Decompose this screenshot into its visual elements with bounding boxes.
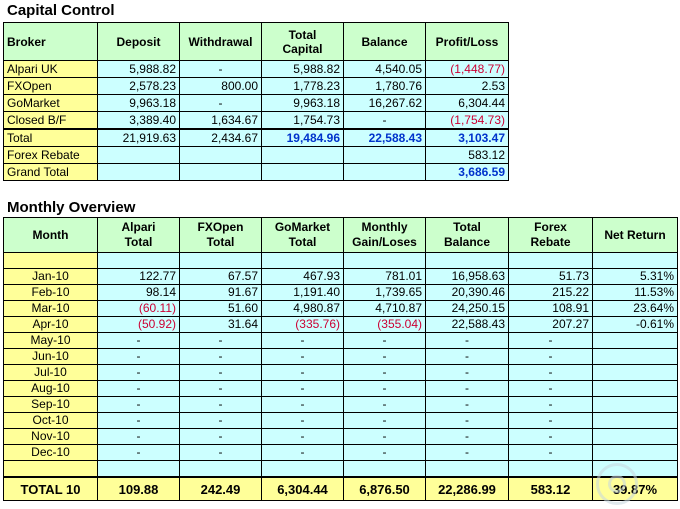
month-cell: May-10 [4,333,98,349]
header-balance: Balance [344,23,426,61]
net-return-cell: 23.64% [593,301,678,317]
total-balance-cell: - [426,381,509,397]
empty-cell [262,164,344,181]
fxopen-cell: - [180,381,262,397]
table-row [4,112,509,130]
month-cell: Apr-10 [4,317,98,333]
forex-rebate-cell: - [509,429,593,445]
alpari-cell: - [98,365,180,381]
table-row [4,429,678,445]
empty-cell [509,253,593,269]
month-cell: Jun-10 [4,349,98,365]
table-row [4,301,678,317]
monthly-header-row [4,218,678,253]
profit-loss-cell: 2.53 [426,78,509,95]
empty-cell [4,253,98,269]
header-profit-loss: Profit/Loss [426,23,509,61]
monthly-total-row [4,477,678,501]
profit-loss-cell: 6,304.44 [426,95,509,112]
total-balance-cell: 16,958.63 [426,269,509,285]
fxopen-cell: - [180,397,262,413]
net-return-cell [593,333,678,349]
fxopen-cell: 51.60 [180,301,262,317]
profit-loss-cell: (1,754.73) [426,112,509,130]
empty-cell [98,164,180,181]
month-cell: Aug-10 [4,381,98,397]
empty-cell [98,147,180,164]
month-cell: Oct-10 [4,413,98,429]
total-capital: 19,484.96 [262,129,344,147]
empty-cell [180,461,262,478]
total-fxopen: 242.49 [180,477,262,501]
month-cell: Feb-10 [4,285,98,301]
forex-rebate-cell: - [509,349,593,365]
empty-cell [344,461,426,478]
total-deposit: 21,919.63 [98,129,180,147]
header-monthly-gain: Monthly Gain/Loses [344,218,426,253]
empty-cell [509,461,593,478]
empty-cell [344,253,426,269]
empty-cell [180,147,262,164]
fxopen-cell: 67.57 [180,269,262,285]
withdrawal-cell: - [180,95,262,112]
header-withdrawal: Withdrawal [180,23,262,61]
header-fxopen-total: FXOpen Total [180,218,262,253]
net-return-cell [593,397,678,413]
broker-cell: Alpari UK [4,61,98,78]
gomarket-cell: - [262,365,344,381]
empty-cell [426,253,509,269]
alpari-cell: - [98,333,180,349]
monthly-gain-cell: - [344,445,426,461]
total-forex-rebate: 583.12 [509,477,593,501]
monthly-body [4,253,678,461]
total-balance-cell: - [426,445,509,461]
table-row [4,381,678,397]
forex-rebate-cell: - [509,397,593,413]
watermark-logo-icon [596,463,638,505]
gomarket-cell: 4,980.87 [262,301,344,317]
withdrawal-cell: 800.00 [180,78,262,95]
fxopen-cell: 31.64 [180,317,262,333]
monthly-gain-cell: - [344,381,426,397]
deposit-cell: 3,389.40 [98,112,180,130]
net-return-cell [593,413,678,429]
total-label: Total [4,129,98,147]
grand-total-label: Grand Total [4,164,98,181]
table-row [4,61,509,78]
total-balance-cell: - [426,413,509,429]
table-row [4,413,678,429]
fxopen-cell: - [180,429,262,445]
forex-rebate-label: Forex Rebate [4,147,98,164]
net-return-cell [593,429,678,445]
gomarket-cell: - [262,445,344,461]
broker-cell: FXOpen [4,78,98,95]
total-balance: 22,588.43 [344,129,426,147]
net-return-cell: -0.61% [593,317,678,333]
monthly-gain-cell: (355.04) [344,317,426,333]
fxopen-cell: - [180,413,262,429]
deposit-cell: 5,988.82 [98,61,180,78]
header-broker: Broker [4,23,98,61]
table-row [4,445,678,461]
monthly-overview-title: Monthly Overview [7,199,136,216]
net-return-cell: 11.53% [593,285,678,301]
deposit-cell: 2,578.23 [98,78,180,95]
total-capital-cell: 1,778.23 [262,78,344,95]
net-return-cell [593,365,678,381]
month-cell: Dec-10 [4,445,98,461]
total-balance-cell: 20,390.46 [426,285,509,301]
gomarket-cell: - [262,349,344,365]
total-balance-cell: 22,588.43 [426,317,509,333]
total-profit-loss: 3,103.47 [426,129,509,147]
net-return-cell [593,381,678,397]
alpari-cell: (50.92) [98,317,180,333]
month-cell: Jan-10 [4,269,98,285]
monthly-gain-cell: 1,739.65 [344,285,426,301]
header-alpari-total: Alpari Total [98,218,180,253]
table-row [4,333,678,349]
empty-cell [262,461,344,478]
monthly-gain-cell: - [344,413,426,429]
spacer-row [4,253,678,269]
total-balance-cell: - [426,333,509,349]
forex-rebate-cell: - [509,413,593,429]
total-balance-cell: - [426,349,509,365]
alpari-cell: - [98,429,180,445]
fxopen-cell: - [180,445,262,461]
alpari-cell: - [98,381,180,397]
total-balance: 22,286.99 [426,477,509,501]
forex-rebate-row [4,147,509,164]
forex-rebate-cell: 207.27 [509,317,593,333]
alpari-cell: - [98,349,180,365]
total-net-return: 39.87% [593,477,678,501]
header-total-capital: Total Capital [262,23,344,61]
net-return-cell: 5.31% [593,269,678,285]
header-forex-rebate: Forex Rebate [509,218,593,253]
month-cell: Mar-10 [4,301,98,317]
capital-control-table [3,22,509,181]
table-row [4,397,678,413]
empty-cell [344,147,426,164]
gomarket-cell: - [262,413,344,429]
forex-rebate-cell: - [509,333,593,349]
balance-cell: 16,267.62 [344,95,426,112]
monthly-gain-cell: - [344,365,426,381]
empty-cell [98,461,180,478]
total-balance-cell: - [426,397,509,413]
empty-cell [98,253,180,269]
balance-cell: 1,780.76 [344,78,426,95]
month-cell: Nov-10 [4,429,98,445]
empty-cell [262,253,344,269]
table-row [4,285,678,301]
alpari-cell: - [98,445,180,461]
empty-cell [262,147,344,164]
fxopen-cell: 91.67 [180,285,262,301]
forex-rebate-cell: - [509,445,593,461]
gomarket-cell: 1,191.40 [262,285,344,301]
grand-total-row [4,164,509,181]
forex-rebate-value: 583.12 [426,147,509,164]
capital-control-header-row [4,23,509,61]
profit-loss-cell: (1,448.77) [426,61,509,78]
broker-cell: GoMarket [4,95,98,112]
total-gomarket: 6,304.44 [262,477,344,501]
table-row [4,349,678,365]
total-balance-cell: - [426,429,509,445]
balance-cell: - [344,112,426,130]
monthly-gain-cell: - [344,349,426,365]
total-10-label: TOTAL 10 [4,477,98,501]
header-month: Month [4,218,98,253]
monthly-gain-cell: - [344,429,426,445]
total-row [4,129,509,147]
table-row [4,95,509,112]
empty-cell [180,164,262,181]
table-row [4,269,678,285]
capital-control-title: Capital Control [7,2,115,19]
withdrawal-cell: 1,634.67 [180,112,262,130]
total-capital-cell: 9,963.18 [262,95,344,112]
total-alpari: 109.88 [98,477,180,501]
alpari-cell: - [98,413,180,429]
month-cell: Jul-10 [4,365,98,381]
gomarket-cell: (335.76) [262,317,344,333]
monthly-gain-cell: 4,710.87 [344,301,426,317]
header-deposit: Deposit [98,23,180,61]
spacer-row [4,461,678,478]
forex-rebate-cell: - [509,381,593,397]
total-withdrawal: 2,434.67 [180,129,262,147]
total-balance-cell: - [426,365,509,381]
gomarket-cell: 467.93 [262,269,344,285]
alpari-cell: 98.14 [98,285,180,301]
alpari-cell: 122.77 [98,269,180,285]
withdrawal-cell: - [180,61,262,78]
total-balance-cell: 24,250.15 [426,301,509,317]
fxopen-cell: - [180,365,262,381]
empty-cell [180,253,262,269]
alpari-cell: (60.11) [98,301,180,317]
table-row [4,317,678,333]
header-gomarket-total: GoMarket Total [262,218,344,253]
monthly-gain-cell: 781.01 [344,269,426,285]
month-cell: Sep-10 [4,397,98,413]
header-total-balance: Total Balance [426,218,509,253]
fxopen-cell: - [180,349,262,365]
monthly-gain-cell: - [344,333,426,349]
empty-cell [4,461,98,478]
fxopen-cell: - [180,333,262,349]
total-monthly-gain: 6,876.50 [344,477,426,501]
header-net-return: Net Return [593,218,678,253]
alpari-cell: - [98,397,180,413]
deposit-cell: 9,963.18 [98,95,180,112]
empty-cell [426,461,509,478]
net-return-cell [593,349,678,365]
empty-cell [344,164,426,181]
empty-cell [593,253,678,269]
grand-total-value: 3,686.59 [426,164,509,181]
monthly-gain-cell: - [344,397,426,413]
gomarket-cell: - [262,381,344,397]
net-return-cell [593,445,678,461]
total-capital-cell: 5,988.82 [262,61,344,78]
gomarket-cell: - [262,429,344,445]
gomarket-cell: - [262,397,344,413]
monthly-overview-table [3,217,678,501]
balance-cell: 4,540.05 [344,61,426,78]
broker-cell: Closed B/F [4,112,98,130]
gomarket-cell: - [262,333,344,349]
forex-rebate-cell: 51.73 [509,269,593,285]
total-capital-cell: 1,754.73 [262,112,344,130]
forex-rebate-cell: 215.22 [509,285,593,301]
forex-rebate-cell: - [509,365,593,381]
table-row [4,78,509,95]
table-row [4,365,678,381]
forex-rebate-cell: 108.91 [509,301,593,317]
